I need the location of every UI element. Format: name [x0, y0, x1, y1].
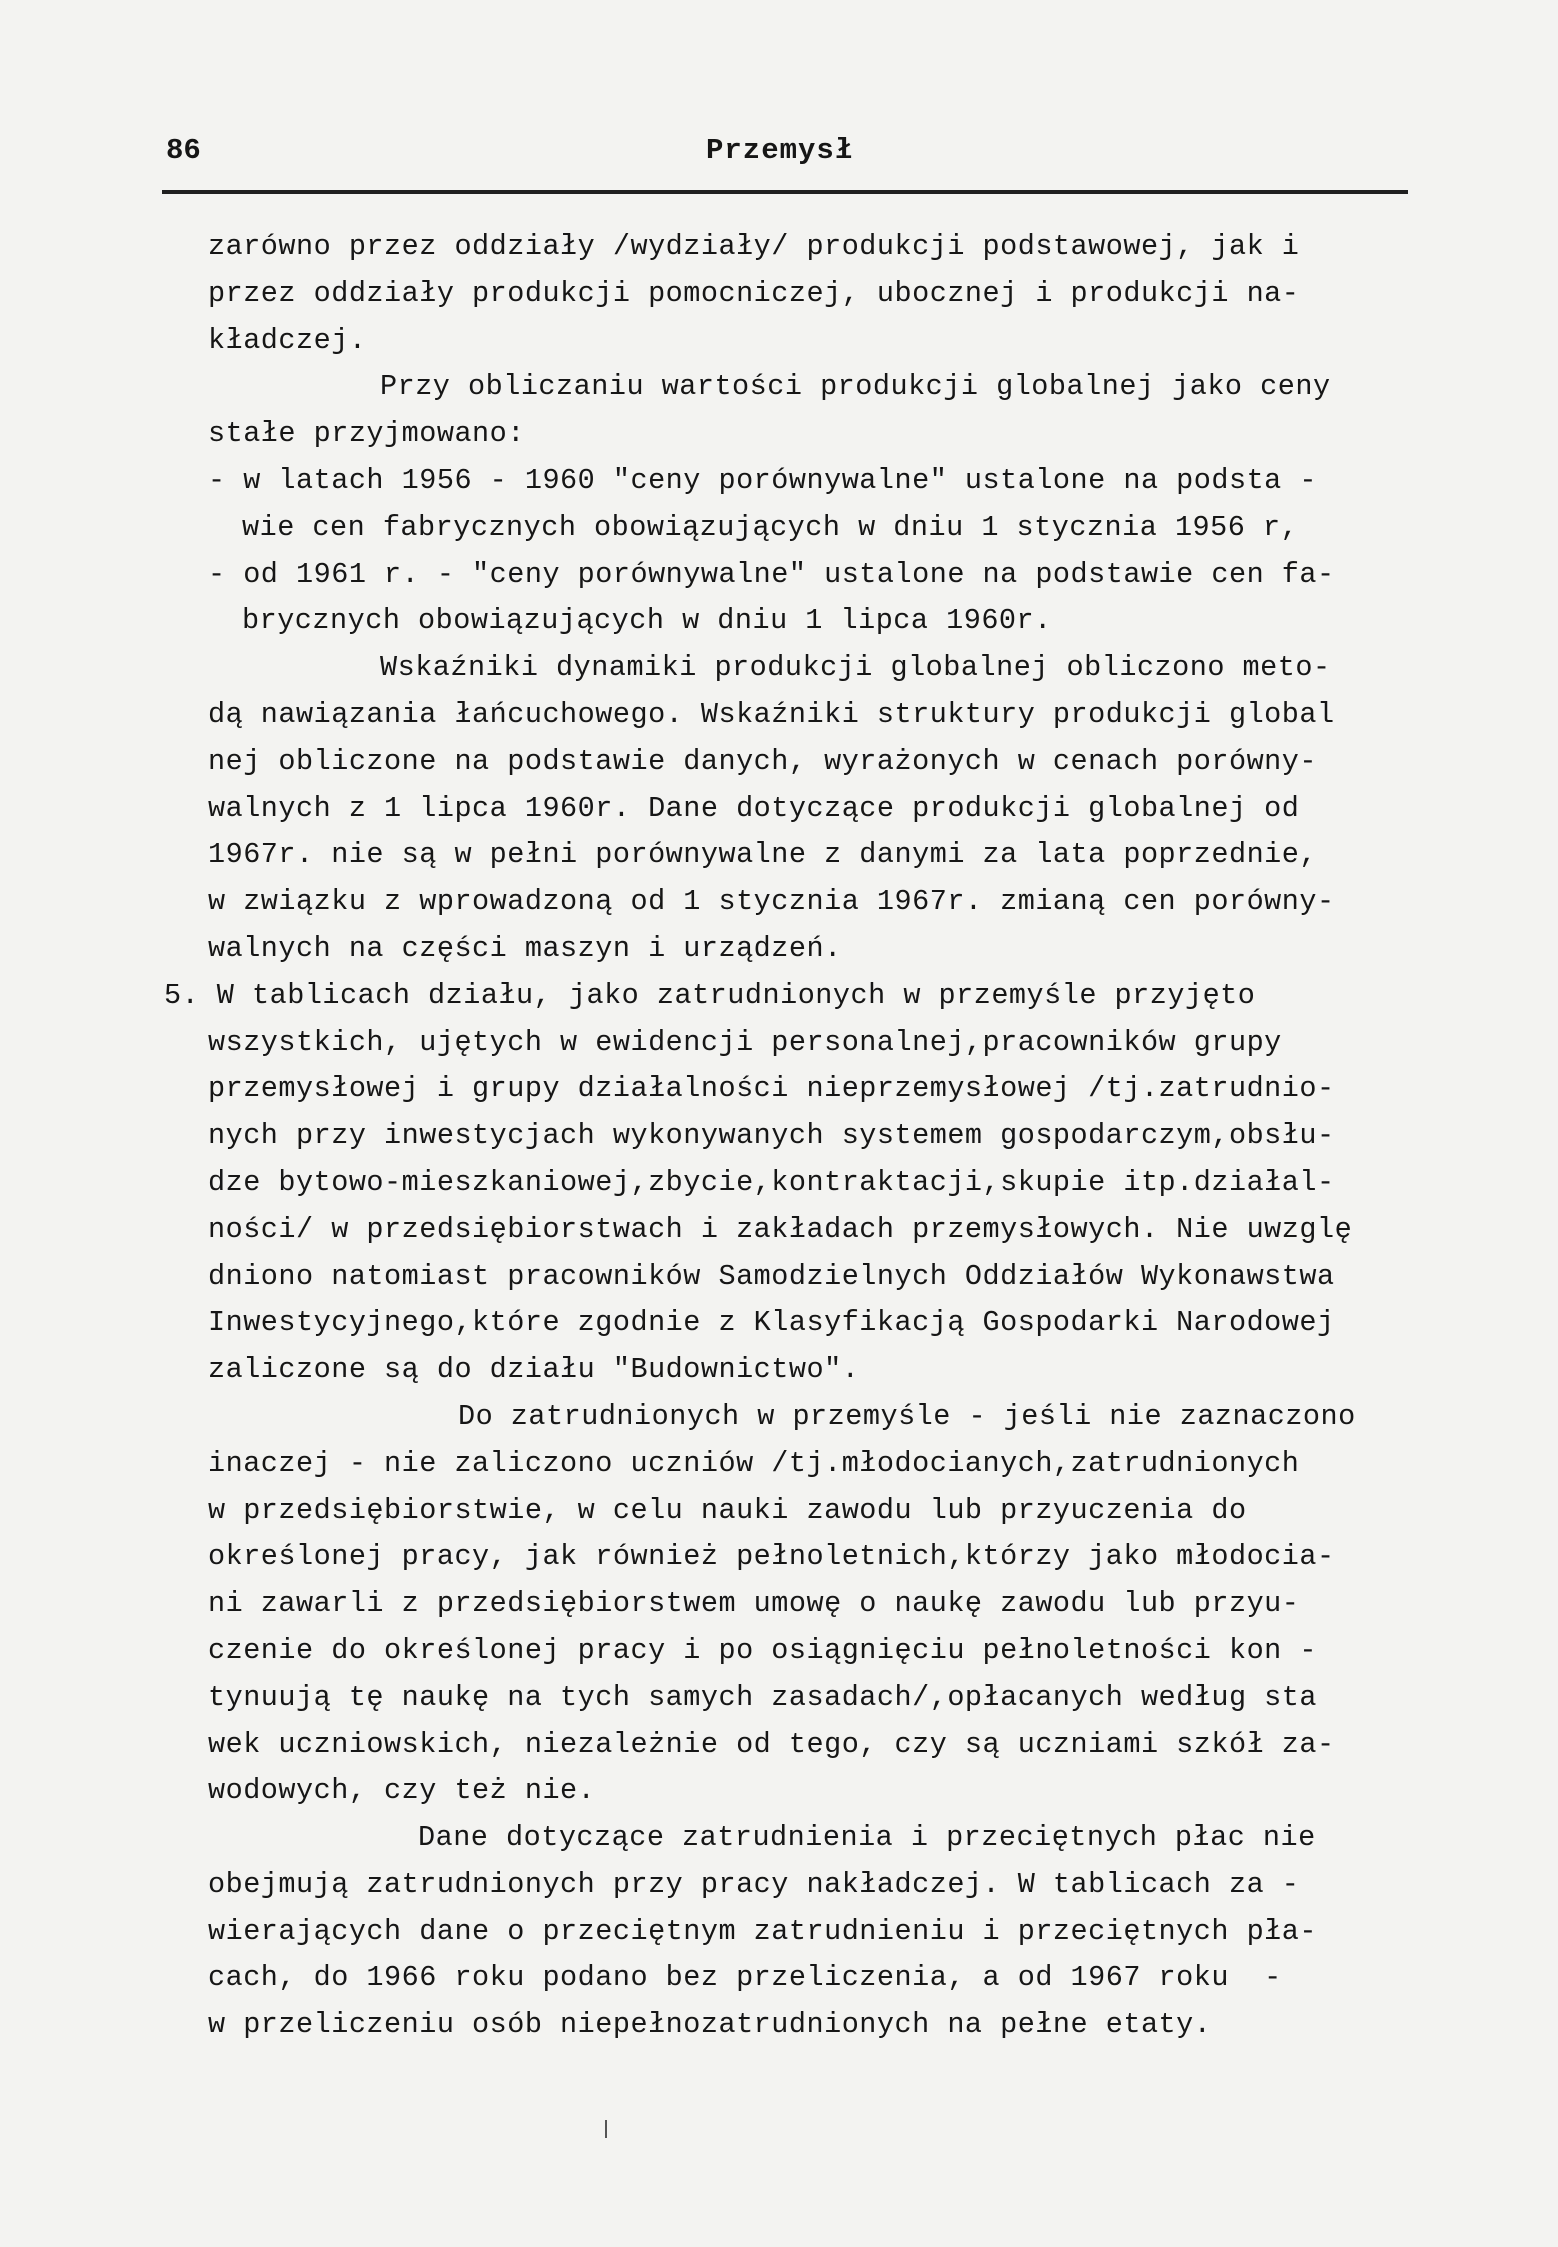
- text-line: - w latach 1956 - 1960 "ceny porównywalne" ustalone na podsta -: [208, 463, 1317, 497]
- text-line: w przedsiębiorstwie, w celu nauki zawodu lub przyuczenia do: [208, 1493, 1247, 1527]
- text-line: nych przy inwestycjach wykonywanych systemem gospodarczym,obsłu-: [208, 1119, 1335, 1153]
- text-line: tynuują tę naukę na tych samych zasadach/,opłacanych według sta: [208, 1680, 1317, 1714]
- text-line: wodowych, czy też nie.: [208, 1774, 596, 1808]
- text-line: 1967r. nie są w pełni porównywalne z danymi za lata poprzednie,: [208, 838, 1317, 872]
- text-line: dą nawiązania łańcuchowego. Wskaźniki struktury produkcji global: [208, 697, 1335, 731]
- text-line: w związku z wprowadzoną od 1 stycznia 1967r. zmianą cen porówny-: [208, 885, 1335, 919]
- text-line: określonej pracy, jak również pełnoletnich,którzy jako młodocia-: [208, 1540, 1335, 1574]
- text-line: wierających dane o przeciętnym zatrudnieniu i przeciętnych pła-: [208, 1914, 1317, 1948]
- text-line: w przeliczeniu osób niepełnozatrudnionych na pełne etaty.: [208, 2008, 1212, 2042]
- text-line: walnych na części maszyn i urządzeń.: [208, 931, 842, 965]
- text-line: Inwestycyjnego,które zgodnie z Klasyfikacją Gospodarki Narodowej: [208, 1306, 1335, 1340]
- text-line: wek uczniowskich, niezależnie od tego, czy są uczniami szkół za-: [208, 1727, 1335, 1761]
- text-line: nej obliczone na podstawie danych, wyrażonych w cenach porówny-: [208, 744, 1317, 778]
- text-line: 5. W tablicach działu, jako zatrudnionych w przemyśle przyjęto: [164, 978, 1256, 1012]
- text-line: Dane dotyczące zatrudnienia i przeciętnych płac nie: [418, 1821, 1316, 1855]
- text-line: kładczej.: [208, 323, 367, 357]
- text-line: przez oddziały produkcji pomocniczej, ubocznej i produkcji na-: [208, 276, 1300, 310]
- text-line: stałe przyjmowano:: [208, 417, 525, 451]
- text-line: zaliczone są do działu "Budownictwo".: [208, 1353, 860, 1387]
- text-line: cach, do 1966 roku podano bez przeliczenia, a od 1967 roku -: [208, 1961, 1282, 1995]
- text-line: wszystkich, ujętych w ewidencji personalnej,pracowników grupy: [208, 1025, 1282, 1059]
- text-line: walnych z 1 lipca 1960r. Dane dotyczące produkcji globalnej od: [208, 791, 1300, 825]
- text-line: Do zatrudnionych w przemyśle - jeśli nie zaznaczono: [458, 1399, 1356, 1433]
- body-text: [164, 224, 1418, 2049]
- text-line: Wskaźniki dynamiki produkcji globalnej obliczono meto-: [380, 651, 1331, 685]
- running-title: Przemysł: [706, 134, 854, 167]
- text-line: wie cen fabrycznych obowiązujących w dniu 1 stycznia 1956 r,: [242, 510, 1299, 544]
- page-number: 86: [166, 134, 201, 167]
- text-line: Przy obliczaniu wartości produkcji globalnej jako ceny: [380, 370, 1331, 404]
- text-line: przemysłowej i grupy działalności nieprzemysłowej /tj.zatrudnio-: [208, 1072, 1335, 1106]
- text-line: obejmują zatrudnionych przy pracy nakładczej. W tablicach za -: [208, 1867, 1300, 1901]
- text-line: brycznych obowiązujących w dniu 1 lipca 1960r.: [242, 604, 1052, 638]
- text-line: zarówno przez oddziały /wydziały/ produkcji podstawowej, jak i: [208, 230, 1300, 263]
- text-line: ni zawarli z przedsiębiorstwem umowę o naukę zawodu lub przyu-: [208, 1587, 1300, 1621]
- text-line: dniono natomiast pracowników Samodzielnych Oddziałów Wykonawstwa: [208, 1259, 1335, 1293]
- stray-mark: [605, 2120, 607, 2138]
- text-line: inaczej - nie zaliczono uczniów /tj.młodocianych,zatrudnionych: [208, 1446, 1300, 1480]
- text-line: dze bytowo-mieszkaniowej,zbycie,kontraktacji,skupie itp.działal-: [208, 1165, 1335, 1199]
- page-header: [166, 134, 1406, 182]
- header-rule: [162, 190, 1408, 194]
- text-line: - od 1961 r. - "ceny porównywalne" ustalone na podstawie cen fa-: [208, 557, 1335, 591]
- text-line: ności/ w przedsiębiorstwach i zakładach przemysłowych. Nie uwzglę: [208, 1212, 1353, 1246]
- text-line: czenie do określonej pracy i po osiągnięciu pełnoletności kon -: [208, 1633, 1317, 1667]
